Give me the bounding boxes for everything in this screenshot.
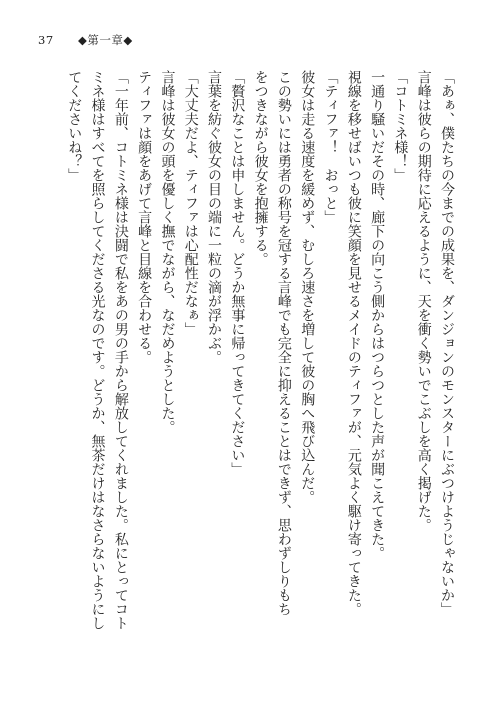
text-line: 言峰は彼らの期待に応えるように、天を衝く勢いでこぶしを高く掲げた。 bbox=[415, 70, 432, 532]
page-number: 37 bbox=[38, 33, 54, 47]
text-line: ミネ様はすべてを照らしてくださる光なのです。どうか、無茶だけはなさらないようにし bbox=[89, 70, 106, 630]
text-line: この勢いには勇者の称号を冠する言峰でも完全に抑えることはできず、思わずしりもち bbox=[275, 70, 292, 616]
text-line: ティファは顔をあげて言峰と目線を合わせる。 bbox=[136, 70, 153, 364]
text-line: 一通り騒いだその時、廊下の向こう側からはつらつとした声が聞こえてきた。 bbox=[369, 70, 386, 560]
chapter-title: ◆第一章◆ bbox=[78, 33, 133, 47]
text-line: 「ティファ！ おっと」 bbox=[322, 70, 339, 224]
text-line: 彼女は走る速度を緩めず、むしろ速さを増して彼の胸へ飛び込んだ。 bbox=[299, 70, 316, 504]
text-line: 「贅沢なことは申しません。どうか無事に帰ってきてください」 bbox=[229, 70, 246, 476]
text-line: 「大丈夫だよ、ティファは心配性だなぁ」 bbox=[182, 70, 199, 336]
text-line: 「コトミネ様！」 bbox=[392, 70, 409, 182]
text-line: てくださいね？」 bbox=[66, 70, 83, 182]
text-line: 視線を移せばいつも彼に笑顔を見せるメイドのティファが、元気よく駆け寄ってきた。 bbox=[345, 70, 362, 616]
text-line: 「あぁ、僕たちの今までの成果を、ダンジョンのモンスターにぶつけようじゃないか」 bbox=[439, 70, 455, 616]
text-line: をつきながら彼女を抱擁する。 bbox=[252, 70, 269, 266]
page-header bbox=[38, 32, 133, 48]
text-line: 言峰は彼女の頭を優しく撫でながら、なだめようとした。 bbox=[159, 70, 176, 434]
text-line: 「一年前、コトミネ様は決闘で私をあの男の手から解放してくれました。私にとってコト bbox=[112, 70, 129, 630]
vertical-text-body bbox=[38, 70, 458, 682]
text-line: 言葉を紡ぐ彼女の目の端に一粒の滴が浮かぶ。 bbox=[206, 70, 223, 364]
